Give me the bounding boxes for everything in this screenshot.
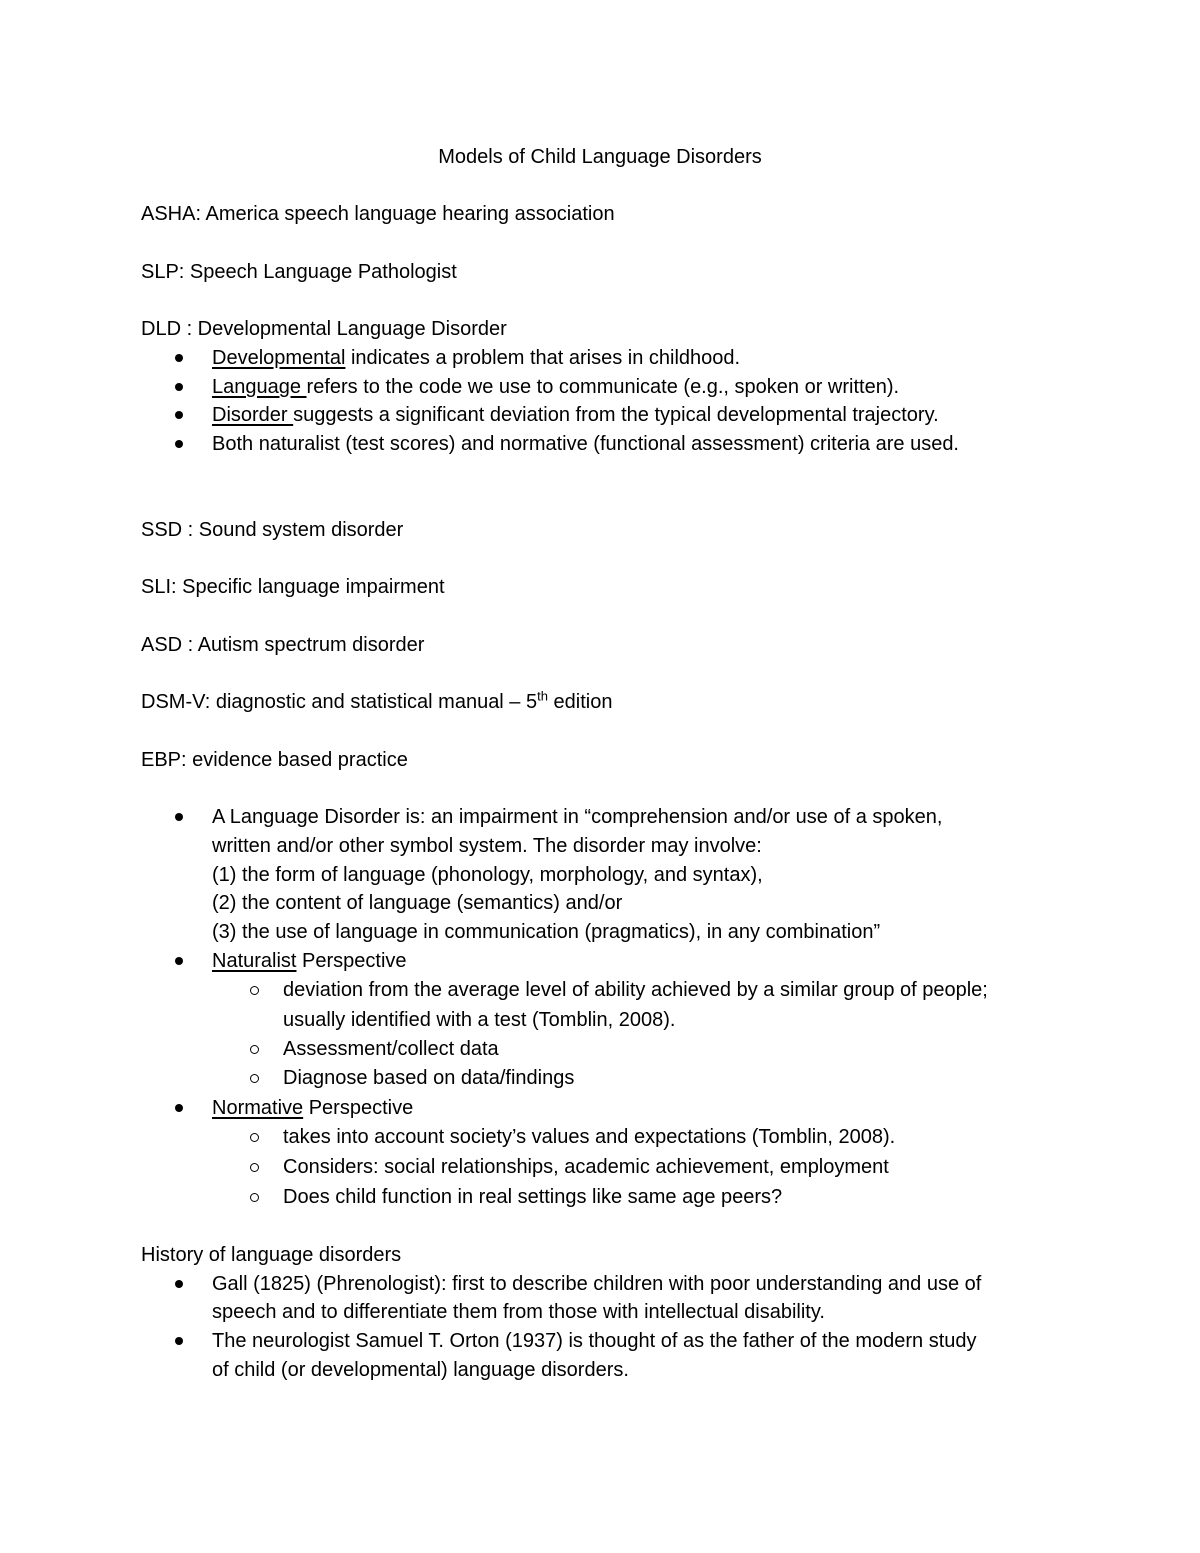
definition-asd: ASD : Autism spectrum disorder <box>141 634 425 656</box>
language-disorder-line: written and/or other symbol system. The disorder may involve: <box>212 835 762 857</box>
definition-ssd: SSD : Sound system disorder <box>141 519 404 541</box>
bullet-icon <box>175 957 183 965</box>
definition-sli: SLI: Specific language impairment <box>141 576 445 598</box>
normative-item: Does child function in real settings like same age peers? <box>283 1186 783 1208</box>
dsm-text: DSM-V: diagnostic and statistical manual – 5 <box>141 691 538 713</box>
normative-item: takes into account society’s values and expectations (Tomblin, 2008). <box>283 1126 896 1148</box>
term-disorder: Disorder <box>212 404 294 426</box>
definition-dsm <box>141 688 612 716</box>
definition-ebp: EBP: evidence based practice <box>141 749 408 771</box>
bullet-icon <box>175 1104 183 1112</box>
history-line: The neurologist Samuel T. Orton (1937) is thought of as the father of the modern study <box>212 1330 977 1352</box>
history-heading: History of language disorders <box>141 1244 402 1266</box>
term-developmental: Developmental <box>212 347 346 369</box>
bullet-icon <box>175 813 183 821</box>
sub-bullet-icon <box>250 1074 259 1083</box>
language-disorder-line: (2) the content of language (semantics) and/or <box>212 892 623 914</box>
definition-asha: ASHA: America speech language hearing association <box>141 203 615 225</box>
term-language: Language <box>212 376 307 398</box>
history-line: of child (or developmental) language disorders. <box>212 1359 629 1381</box>
dld-bullet-developmental <box>212 344 740 372</box>
language-disorder-line: (3) the use of language in communication (pragmatics), in any combination” <box>212 921 881 943</box>
dld-bullet-text: indicates a problem that arises in childhood. <box>345 347 741 369</box>
language-disorder-line: A Language Disorder is: an impairment in “comprehension and/or use of a spoken, <box>212 806 943 828</box>
normative-heading <box>212 1094 413 1122</box>
dld-bullet-disorder <box>212 401 939 429</box>
bullet-icon <box>175 440 183 448</box>
naturalist-heading <box>212 947 407 975</box>
dsm-text-end: edition <box>547 691 613 713</box>
bullet-icon <box>175 411 183 419</box>
document-title: Models of Child Language Disorders <box>438 146 762 168</box>
dld-bullet-text: refers to the code we use to communicate (e.g., spoken or written). <box>306 376 900 398</box>
naturalist-item: Diagnose based on data/findings <box>283 1067 575 1089</box>
bullet-icon <box>175 354 183 362</box>
bullet-icon <box>175 1280 183 1288</box>
bullet-icon <box>175 1337 183 1345</box>
naturalist-item: deviation from the average level of ability achieved by a similar group of people; <box>283 979 988 1001</box>
history-line: speech and to differentiate them from those with intellectual disability. <box>212 1301 825 1323</box>
dld-bullet-text: suggests a significant deviation from the typical developmental trajectory. <box>293 404 939 426</box>
naturalist-item-continued: usually identified with a test (Tomblin, 2008). <box>283 1009 676 1031</box>
naturalist-heading-text: Perspective <box>296 950 407 972</box>
definition-dld: DLD : Developmental Language Disorder <box>141 318 507 340</box>
bullet-icon <box>175 383 183 391</box>
normative-heading-text: Perspective <box>303 1097 414 1119</box>
sub-bullet-icon <box>250 986 259 995</box>
sub-bullet-icon <box>250 1045 259 1054</box>
dld-bullet-language <box>212 373 899 401</box>
dsm-superscript: th <box>537 688 548 704</box>
sub-bullet-icon <box>250 1163 259 1172</box>
sub-bullet-icon <box>250 1133 259 1142</box>
sub-bullet-icon <box>250 1193 259 1202</box>
term-normative: Normative <box>212 1097 304 1119</box>
language-disorder-line: (1) the form of language (phonology, morphology, and syntax), <box>212 864 763 886</box>
dld-bullet-criteria: Both naturalist (test scores) and normative (functional assessment) criteria are used. <box>212 433 959 455</box>
naturalist-item: Assessment/collect data <box>283 1038 499 1060</box>
history-line: Gall (1825) (Phrenologist): first to describe children with poor understanding and use of <box>212 1273 982 1295</box>
definition-slp: SLP: Speech Language Pathologist <box>141 261 457 283</box>
term-naturalist: Naturalist <box>212 950 297 972</box>
normative-item: Considers: social relationships, academic achievement, employment <box>283 1156 889 1178</box>
